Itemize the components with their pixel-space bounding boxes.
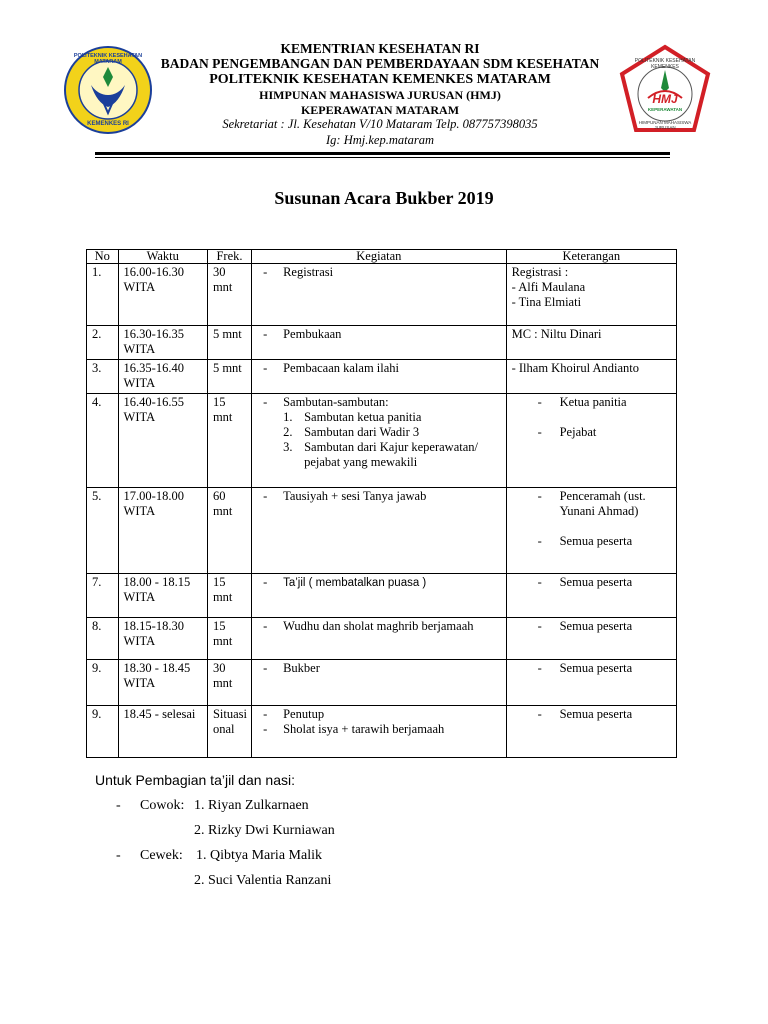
keterangan-line: Registrasi : [511, 265, 569, 279]
kegiatan-item: - Penutup [263, 707, 325, 721]
cell-waktu: 18.30 - 18.45 WITA [118, 660, 207, 706]
keterangan-item: - Pejabat [537, 425, 597, 439]
keterangan-item: - Semua peserta [537, 707, 633, 721]
cell-no: 8. [87, 618, 119, 660]
keterangan-line: - Tina Elmiati [511, 295, 582, 309]
cell-keterangan [506, 264, 676, 326]
table-header-row [87, 250, 677, 264]
distribution-note: Untuk Pembagian ta’jil dan nasi: [95, 772, 296, 788]
kegiatan-subitem: 1. Sambutan ketua panitia [283, 410, 422, 424]
cell-frek: 5 mnt [207, 326, 251, 360]
table-row [87, 574, 677, 618]
hmj-logo [618, 44, 712, 136]
cell-frek: Situasi onal [207, 706, 251, 758]
kegiatan-item: - Ta’jil ( membatalkan puasa ) [263, 575, 427, 589]
col-header-frek: Frek. [207, 250, 251, 264]
kegiatan-item: - Wudhu dan sholat maghrib berjamaah [263, 619, 474, 633]
table-row [87, 394, 677, 488]
cell-frek: 60 mnt [207, 488, 251, 574]
cowok-name-2: 2. Rizky Dwi Kurniawan [194, 823, 335, 838]
col-header-no: No [87, 250, 119, 264]
cell-no: 9. [87, 706, 119, 758]
kegiatan-item: - Registrasi [263, 265, 334, 279]
header-divider-thin [95, 157, 670, 158]
cell-no: 4. [87, 394, 119, 488]
col-header-waktu: Waktu [118, 250, 207, 264]
header-polytechnic: POLITEKNIK KESEHATAN KEMENKES MATARAM [209, 72, 551, 87]
schedule-table [86, 249, 677, 758]
header-instagram: Ig: Hmj.kep.mataram [326, 133, 434, 147]
logo-left-text-bottom: KEMENKES RI [87, 121, 129, 127]
keterangan-line: - Ilham Khoirul Andianto [511, 361, 640, 375]
cell-kegiatan [252, 618, 507, 660]
cell-keterangan [506, 706, 676, 758]
cell-frek: 15 mnt [207, 618, 251, 660]
cell-waktu: 16.40-16.55 WITA [118, 394, 207, 488]
col-header-keterangan: Keterangan [506, 250, 676, 264]
table-row [87, 264, 677, 326]
table-row [87, 488, 677, 574]
cell-keterangan [506, 360, 676, 394]
cell-kegiatan [252, 394, 507, 488]
keterangan-item: - Penceramah (ust. Yunani Ahmad) [537, 489, 646, 518]
cell-keterangan [506, 660, 676, 706]
cell-no: 3. [87, 360, 119, 394]
col-header-kegiatan: Kegiatan [252, 250, 507, 264]
table-row [87, 360, 677, 394]
cell-keterangan [506, 394, 676, 488]
cell-keterangan [506, 574, 676, 618]
kegiatan-subitem: 2. Sambutan dari Wadir 3 [283, 425, 420, 439]
cell-kegiatan [252, 706, 507, 758]
cell-frek: 15 mnt [207, 574, 251, 618]
table-row [87, 660, 677, 706]
cell-waktu: 18.00 - 18.15 WITA [118, 574, 207, 618]
keterangan-item: - Semua peserta [537, 534, 633, 548]
keterangan-item: - Ketua panitia [537, 395, 627, 409]
cell-frek: 5 mnt [207, 360, 251, 394]
cell-keterangan [506, 618, 676, 660]
cell-kegiatan [252, 574, 507, 618]
header-address: Sekretariat : Jl. Kesehatan V/10 Mataram Telp. 087757398035 [222, 117, 538, 131]
cell-kegiatan [252, 264, 507, 326]
header-department: KEPERAWATAN MATARAM [300, 103, 460, 117]
cell-waktu: 18.15-18.30 WITA [118, 618, 207, 660]
logo-right-text: POLITEKNIK KESEHATAN KEMENKES [634, 58, 696, 70]
header-ministry: KEMENTRIAN KESEHATAN RI [280, 41, 480, 56]
cell-no: 9. [87, 660, 119, 706]
kegiatan-item: - Sambutan-sambutan: [263, 395, 389, 409]
cell-kegiatan [252, 488, 507, 574]
kegiatan-item: - Tausiyah + sesi Tanya jawab [263, 489, 427, 503]
keterangan-item: - Semua peserta [537, 619, 633, 633]
cell-no: 7. [87, 574, 119, 618]
logo-right-text-bottom: HIMPUNAN MAHASISWA JURUSAN [638, 120, 692, 130]
logo-right-hmj: HMJ [652, 92, 678, 106]
cell-waktu: 18.45 - selesai [118, 706, 207, 758]
keterangan-item: - Semua peserta [537, 661, 633, 675]
cell-kegiatan [252, 660, 507, 706]
cowok-name-1: 1. Riyan Zulkarnaen [194, 798, 309, 813]
table-row [87, 618, 677, 660]
cell-no: 1. [87, 264, 119, 326]
kegiatan-item: - Sholat isya + tarawih berjamaah [263, 722, 445, 736]
header-divider-thick [95, 152, 670, 155]
cewek-dash: - [116, 848, 121, 863]
cell-no: 5. [87, 488, 119, 574]
cowok-dash: - [116, 798, 121, 813]
cell-no: 2. [87, 326, 119, 360]
kegiatan-item: - Bukber [263, 661, 320, 675]
cewek-label: Cewek: [140, 848, 183, 863]
cell-keterangan [506, 326, 676, 360]
logo-left-text-top: POLITEKNIK KESEHATAN MATARAM [73, 53, 143, 65]
cowok-label: Cowok: [140, 798, 185, 813]
cell-kegiatan [252, 360, 507, 394]
kegiatan-item: - Pembukaan [263, 327, 342, 341]
keterangan-item: - Semua peserta [537, 575, 633, 589]
cell-frek: 15 mnt [207, 394, 251, 488]
logo-right-sub: KEPERAWATAN [647, 107, 683, 112]
cell-frek: 30 mnt [207, 660, 251, 706]
cewek-name-1: 1. Qibtya Maria Malik [196, 848, 322, 863]
cell-kegiatan [252, 326, 507, 360]
header-hmj: HIMPUNAN MAHASISWA JURUSAN (HMJ) [259, 88, 501, 102]
cell-frek: 30 mnt [207, 264, 251, 326]
kegiatan-item: - Pembacaan kalam ilahi [263, 361, 400, 375]
header-agency: BADAN PENGEMBANGAN DAN PEMBERDAYAAN SDM KESEHATAN [160, 56, 600, 71]
cewek-name-2: 2. Suci Valentia Ranzani [194, 873, 332, 888]
cell-waktu: 16.30-16.35 WITA [118, 326, 207, 360]
table-row [87, 326, 677, 360]
cell-waktu: 16.00-16.30 WITA [118, 264, 207, 326]
cell-keterangan [506, 488, 676, 574]
cell-waktu: 16.35-16.40 WITA [118, 360, 207, 394]
keterangan-line: - Alfi Maulana [511, 280, 586, 294]
document-title: Susunan Acara Bukber 2019 [274, 188, 494, 208]
cell-waktu: 17.00-18.00 WITA [118, 488, 207, 574]
keterangan-line: MC : Niltu Dinari [511, 327, 602, 341]
table-row [87, 706, 677, 758]
kegiatan-subitem: 3. Sambutan dari Kajur keperawatan/ pejabat yang mewakili [283, 440, 478, 469]
